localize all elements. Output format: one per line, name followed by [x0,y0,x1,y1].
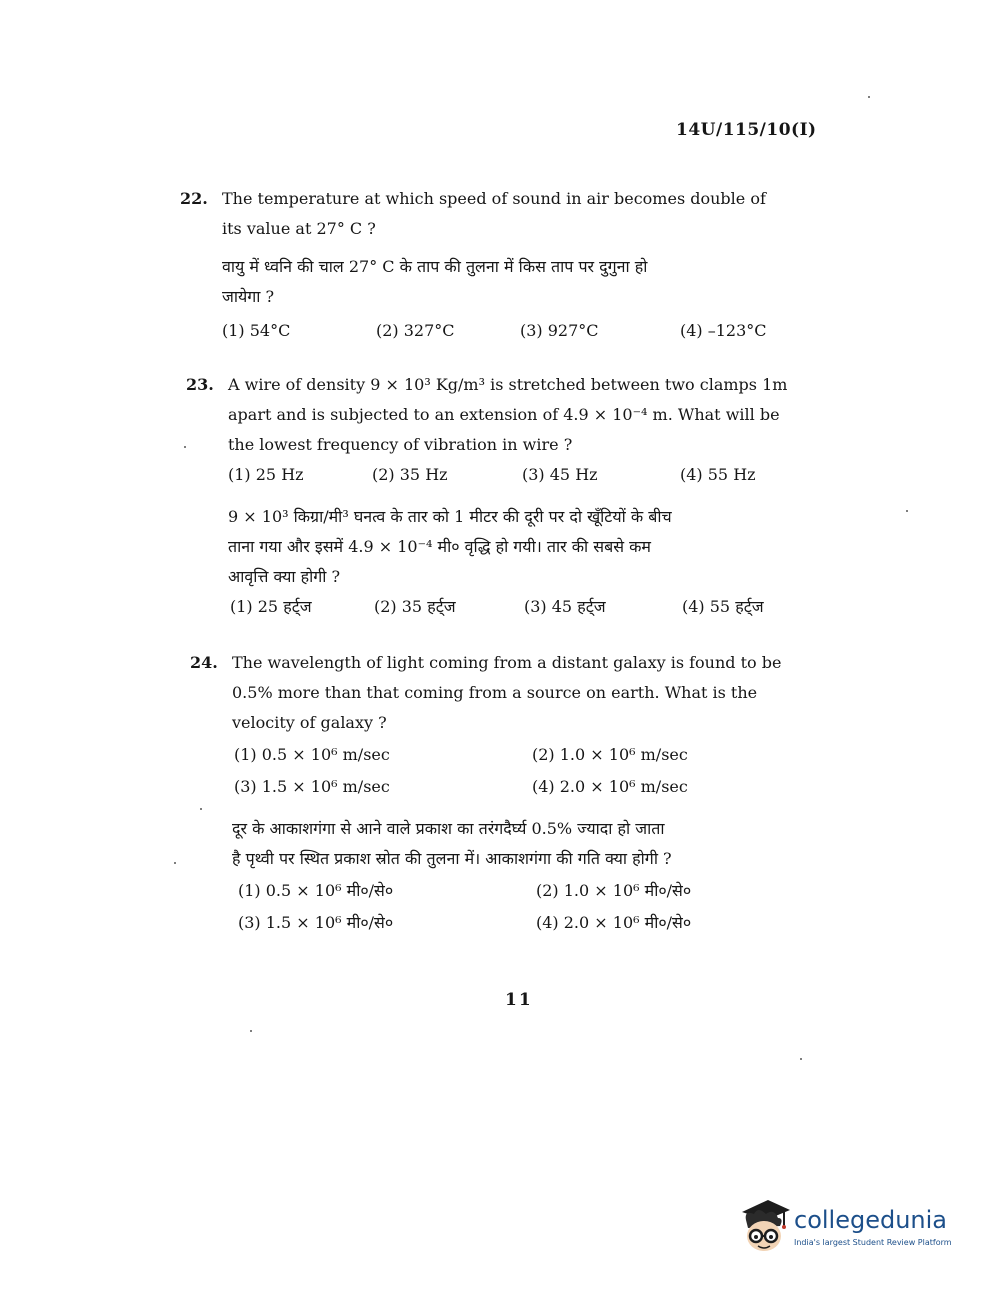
scan-speck [200,808,202,810]
brand-tagline: India's largest Student Review Platform [794,1238,952,1247]
options-row-hi-2 [190,908,830,938]
options-row [180,316,820,346]
option-2: (2) 327°C [376,321,455,340]
question-number: 23. [186,375,214,394]
options-row-hi [186,592,826,622]
options-row-en-2 [190,772,830,802]
option-2: (2) 35 हर्ट्ज [374,597,456,616]
option-3: (3) 45 Hz [522,465,598,484]
question-text-hi-line1: दूर के आकाशगंगा से आने वाले प्रकाश का तरंगदैर्घ्य 0.5% ज्यादा हो जाता [232,819,665,838]
options-row-hi-1 [190,876,830,906]
question-text-hi-line2: जायेगा ? [222,287,275,306]
option-1: (1) 25 Hz [228,465,304,484]
scan-speck [800,1058,802,1060]
option-3: (3) 927°C [520,321,599,340]
option-4: (4) 2.0 × 10⁶ m/sec [532,777,688,796]
options-row-en-1 [190,740,830,770]
question-text-hi-line2: है पृथ्वी पर स्थित प्रकाश स्रोत की तुलना में। आकाशगंगा की गति क्या होगी ? [232,849,672,868]
options-row-en [186,460,826,490]
question-text-en-line2: its value at 27° C ? [222,219,376,238]
option-4: (4) 55 हर्ट्ज [682,597,764,616]
question-24 [190,648,830,938]
scan-speck [174,862,176,864]
question-number: 22. [180,189,208,208]
question-text-en-line3: velocity of galaxy ? [232,713,387,732]
option-1: (1) 54°C [222,321,291,340]
scan-speck [184,446,186,448]
question-text-hi-line2: ताना गया और इसमें 4.9 × 10⁻⁴ मी० वृद्धि हो गयी। तार की सबसे कम [228,537,652,556]
brand-name: collegedunia [794,1206,948,1234]
question-text-hi-line1: 9 × 10³ किग्रा/मी³ घनत्व के तार को 1 मीटर की दूरी पर दो खूँटियों के बीच [228,507,672,526]
option-1: (1) 0.5 × 10⁶ m/sec [234,745,390,764]
question-number: 24. [190,653,218,672]
option-2: (2) 1.0 × 10⁶ मी०/से० [536,881,692,900]
option-2: (2) 1.0 × 10⁶ m/sec [532,745,688,764]
question-text-en-line1: The wavelength of light coming from a distant galaxy is found to be [232,653,782,672]
collegedunia-logo [738,1198,968,1258]
option-4: (4) 2.0 × 10⁶ मी०/से० [536,913,692,932]
scan-speck [906,510,908,512]
question-text-en-line1: The temperature at which speed of sound in air becomes double of [222,189,766,208]
option-1: (1) 0.5 × 10⁶ मी०/से० [238,881,394,900]
option-4: (4) 55 Hz [680,465,756,484]
option-4: (4) –123°C [680,321,767,340]
paper-code: 14U/115/10(I) [676,120,817,140]
option-3: (3) 45 हर्ट्ज [524,597,606,616]
question-text-hi-line1: वायु में ध्वनि की चाल 27° C के ताप की तुलना में किस ताप पर दुगुना हो [222,257,648,276]
question-23 [186,370,826,622]
question-text-en-line1: A wire of density 9 × 10³ Kg/m³ is stretched between two clamps 1m [228,375,788,394]
question-22 [180,184,820,346]
scan-speck [250,1030,252,1032]
question-text-en-line3: the lowest frequency of vibration in wire ? [228,435,573,454]
question-text-en-line2: apart and is subjected to an extension of 4.9 × 10⁻⁴ m. What will be [228,405,780,424]
question-text-en-line2: 0.5% more than that coming from a source on earth. What is the [232,683,758,702]
option-3: (3) 1.5 × 10⁶ m/sec [234,777,390,796]
scan-speck [868,96,870,98]
question-text-hi-line3: आवृत्ति क्या होगी ? [228,567,341,586]
page-number: 11 [505,990,533,1010]
option-3: (3) 1.5 × 10⁶ मी०/से० [238,913,394,932]
option-1: (1) 25 हर्ट्ज [230,597,312,616]
option-2: (2) 35 Hz [372,465,448,484]
mascot-icon [738,1198,792,1256]
